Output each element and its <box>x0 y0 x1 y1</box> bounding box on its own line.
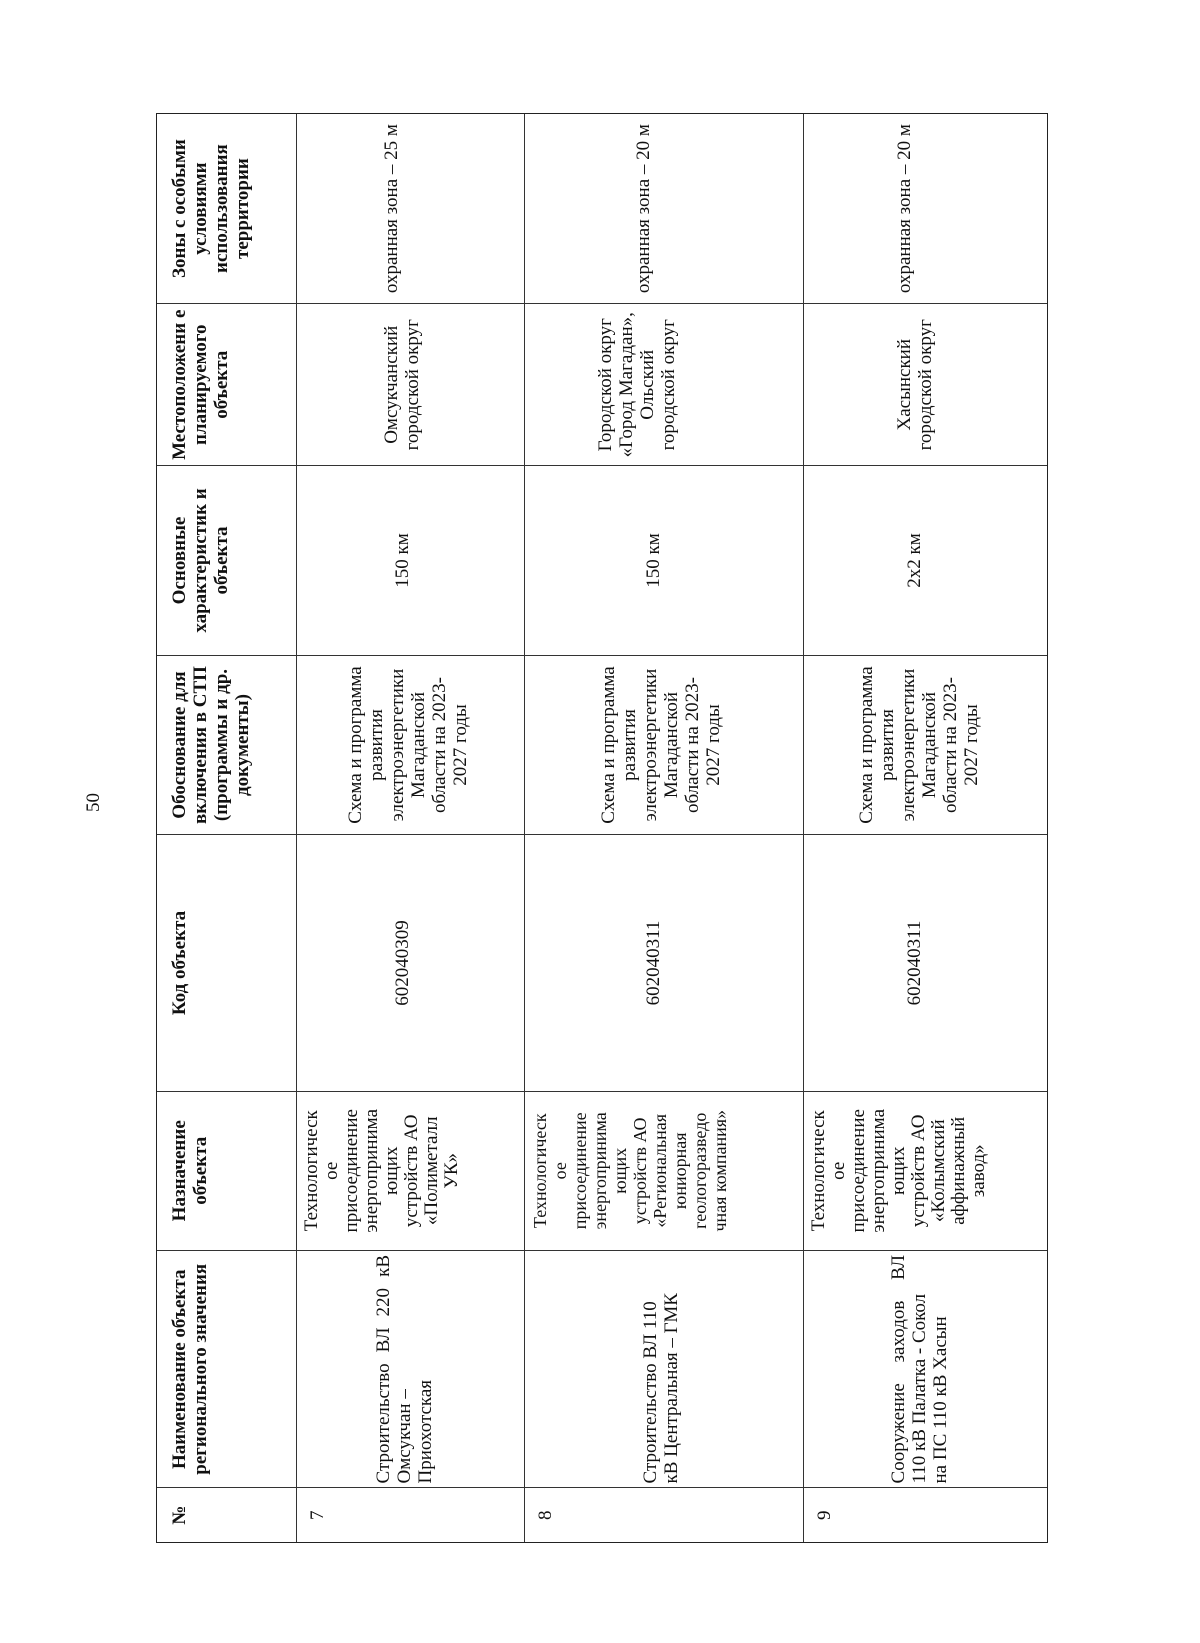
object-name <box>804 1250 1047 1487</box>
object-specs: 2х2 км <box>804 465 1047 654</box>
header-num: № <box>157 1487 296 1542</box>
table-header-row <box>157 114 297 1542</box>
object-specs: 150 км <box>297 465 524 654</box>
row-num: 9 <box>804 1487 1047 1542</box>
object-basis: Схема и программа развития электроэнергетики Магаданской области на 2023-2027 годы <box>525 655 803 835</box>
object-name-tail: Приохотская <box>415 1379 436 1484</box>
object-basis: Схема и программа развития электроэнергетики Магаданской области на 2023-2027 годы <box>804 655 1047 835</box>
object-purpose: Технологическ ое присоединение энергопринима ющих устройств АО «Региональная юниорная геологоразведо чная компания» <box>525 1091 803 1250</box>
object-name-main: Сооружение заходов ВЛ 110 кВ Палатка - Сокол <box>888 1255 930 1484</box>
object-location: Городской округ «Город Магадан», Ольский городской округ <box>525 303 803 465</box>
object-name-main: Строительство ВЛ 110 <box>640 1301 661 1484</box>
object-zones: охранная зона – 25 м <box>381 124 402 294</box>
object-name-tail: кВ Центральная – ГМК <box>661 1293 682 1484</box>
object-name-main: Строительство ВЛ 220 кВ Омсукчан – <box>373 1255 415 1484</box>
row-num: 7 <box>297 1487 524 1542</box>
header-location: Местоположени е планируемого объекта <box>157 303 296 465</box>
object-purpose: Технологическ ое присоединение энергопринима ющих устройств АО «Полиметалл УК» <box>297 1091 524 1250</box>
object-code: 602040311 <box>525 834 803 1090</box>
object-name <box>297 1250 524 1487</box>
row-num: 8 <box>525 1487 803 1542</box>
table-row <box>297 114 525 1542</box>
object-name-tail: на ПС 110 кВ Хасын <box>930 1316 951 1484</box>
object-zones: охранная зона – 20 м <box>894 124 915 294</box>
object-specs: 150 км <box>525 465 803 654</box>
object-code: 602040311 <box>804 834 1047 1090</box>
table-row <box>525 114 804 1542</box>
header-zones: Зоны с особыми условиями использования территории <box>169 139 253 279</box>
table-row <box>804 114 1047 1542</box>
header-code: Код объекта <box>157 834 296 1090</box>
object-purpose: Технологическ ое присоединение энергопринима ющих устройств АО «Колымский аффинажный завод» <box>804 1091 1047 1250</box>
object-zones: охранная зона – 20 м <box>633 124 654 294</box>
page-number: 50 <box>83 793 104 812</box>
objects-table <box>156 113 1048 1543</box>
header-specs: Основные характеристик и объекта <box>157 465 296 654</box>
header-purpose: Назначение объекта <box>157 1091 296 1250</box>
header-basis: Обоснование для включения в СТП (программы и др. документы) <box>157 655 296 835</box>
object-code: 602040309 <box>297 834 524 1090</box>
object-location: Омсукчанский городской округ <box>297 303 524 465</box>
object-basis: Схема и программа развития электроэнергетики Магаданской области на 2023-2027 годы <box>297 655 524 835</box>
object-name <box>525 1250 803 1487</box>
object-location: Хасынский городской округ <box>804 303 1047 465</box>
header-name: Наименование объекта регионального значения <box>157 1250 296 1487</box>
